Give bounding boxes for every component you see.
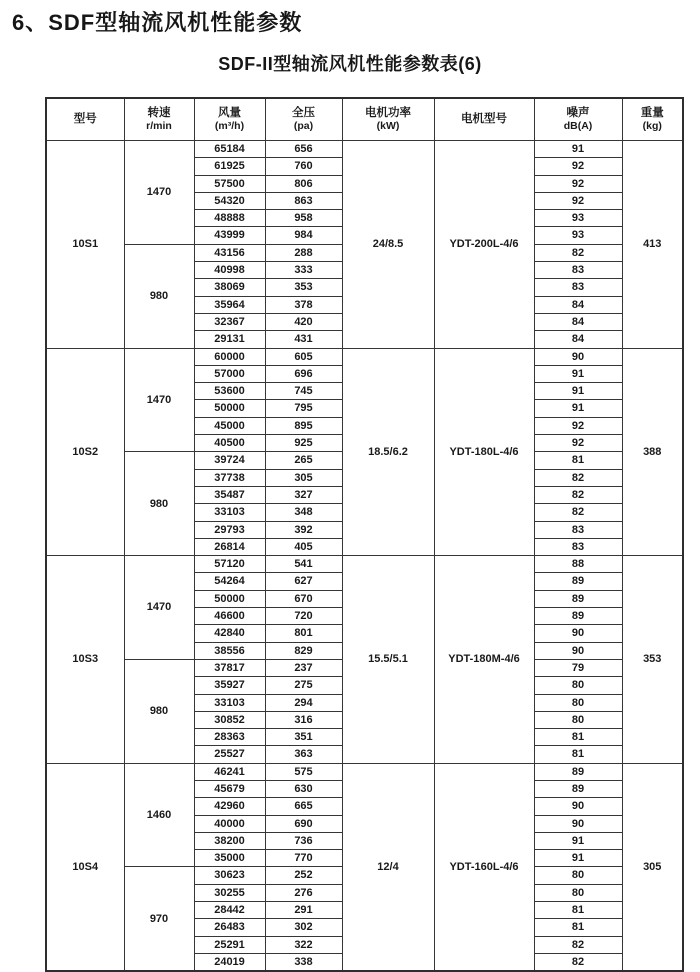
pressure-cell: 806 bbox=[265, 175, 342, 192]
pressure-cell: 291 bbox=[265, 902, 342, 919]
header-row bbox=[46, 98, 683, 141]
header-pressure bbox=[265, 98, 342, 141]
flow-cell: 30255 bbox=[194, 884, 265, 901]
noise-cell: 92 bbox=[534, 192, 622, 209]
pressure-cell: 351 bbox=[265, 729, 342, 746]
pressure-cell: 656 bbox=[265, 141, 342, 158]
power-cell: 18.5/6.2 bbox=[342, 348, 434, 556]
noise-cell: 83 bbox=[534, 262, 622, 279]
header-noise-line2: dB(A) bbox=[563, 120, 593, 133]
flow-cell: 30623 bbox=[194, 867, 265, 884]
flow-cell: 45000 bbox=[194, 417, 265, 434]
flow-cell: 46600 bbox=[194, 608, 265, 625]
pressure-cell: 353 bbox=[265, 279, 342, 296]
noise-cell: 79 bbox=[534, 659, 622, 676]
header-weight-line2: (kg) bbox=[642, 120, 662, 133]
pressure-cell: 690 bbox=[265, 815, 342, 832]
pressure-cell: 322 bbox=[265, 936, 342, 953]
pressure-cell: 958 bbox=[265, 210, 342, 227]
model-cell: 10S3 bbox=[46, 556, 124, 764]
noise-cell: 82 bbox=[534, 953, 622, 971]
pressure-cell: 736 bbox=[265, 832, 342, 849]
model-cell: 10S4 bbox=[46, 763, 124, 971]
power-cell: 12/4 bbox=[342, 763, 434, 971]
pressure-cell: 795 bbox=[265, 400, 342, 417]
weight-cell: 413 bbox=[622, 141, 683, 349]
speed-cell: 970 bbox=[124, 867, 194, 971]
flow-cell: 61925 bbox=[194, 158, 265, 175]
noise-cell: 84 bbox=[534, 331, 622, 348]
noise-cell: 81 bbox=[534, 902, 622, 919]
noise-cell: 93 bbox=[534, 210, 622, 227]
header-speed bbox=[124, 98, 194, 141]
noise-cell: 92 bbox=[534, 417, 622, 434]
noise-cell: 90 bbox=[534, 815, 622, 832]
pressure-cell: 316 bbox=[265, 711, 342, 728]
pressure-cell: 420 bbox=[265, 313, 342, 330]
flow-cell: 30852 bbox=[194, 711, 265, 728]
noise-cell: 91 bbox=[534, 141, 622, 158]
flow-cell: 25291 bbox=[194, 936, 265, 953]
speed-cell: 980 bbox=[124, 244, 194, 348]
pressure-cell: 363 bbox=[265, 746, 342, 763]
pressure-cell: 745 bbox=[265, 383, 342, 400]
pressure-cell: 288 bbox=[265, 244, 342, 261]
header-power-line2: (kW) bbox=[376, 120, 400, 133]
table-row bbox=[46, 348, 683, 365]
noise-cell: 88 bbox=[534, 556, 622, 573]
flow-cell: 38556 bbox=[194, 642, 265, 659]
pressure-cell: 392 bbox=[265, 521, 342, 538]
pressure-cell: 627 bbox=[265, 573, 342, 590]
pressure-cell: 237 bbox=[265, 659, 342, 676]
flow-cell: 37817 bbox=[194, 659, 265, 676]
weight-cell: 353 bbox=[622, 556, 683, 764]
noise-cell: 90 bbox=[534, 798, 622, 815]
flow-cell: 57120 bbox=[194, 556, 265, 573]
noise-cell: 91 bbox=[534, 383, 622, 400]
power-cell: 15.5/5.1 bbox=[342, 556, 434, 764]
noise-cell: 80 bbox=[534, 694, 622, 711]
flow-cell: 35000 bbox=[194, 850, 265, 867]
table-header-row bbox=[46, 98, 683, 141]
noise-cell: 89 bbox=[534, 780, 622, 797]
noise-cell: 92 bbox=[534, 158, 622, 175]
pressure-cell: 265 bbox=[265, 452, 342, 469]
flow-cell: 38069 bbox=[194, 279, 265, 296]
flow-cell: 40998 bbox=[194, 262, 265, 279]
power-cell: 24/8.5 bbox=[342, 141, 434, 349]
pressure-cell: 605 bbox=[265, 348, 342, 365]
flow-cell: 28442 bbox=[194, 902, 265, 919]
flow-cell: 29793 bbox=[194, 521, 265, 538]
pressure-cell: 348 bbox=[265, 504, 342, 521]
speed-cell: 980 bbox=[124, 659, 194, 763]
pressure-cell: 275 bbox=[265, 677, 342, 694]
pressure-cell: 829 bbox=[265, 642, 342, 659]
weight-cell: 388 bbox=[622, 348, 683, 556]
flow-cell: 39724 bbox=[194, 452, 265, 469]
flow-cell: 45679 bbox=[194, 780, 265, 797]
noise-cell: 83 bbox=[534, 538, 622, 555]
noise-cell: 80 bbox=[534, 867, 622, 884]
header-motor bbox=[434, 98, 534, 141]
pressure-cell: 720 bbox=[265, 608, 342, 625]
noise-cell: 82 bbox=[534, 469, 622, 486]
pressure-cell: 665 bbox=[265, 798, 342, 815]
flow-cell: 26814 bbox=[194, 538, 265, 555]
noise-cell: 84 bbox=[534, 296, 622, 313]
noise-cell: 84 bbox=[534, 313, 622, 330]
noise-cell: 90 bbox=[534, 642, 622, 659]
table-row bbox=[46, 763, 683, 780]
pressure-cell: 302 bbox=[265, 919, 342, 936]
flow-cell: 48888 bbox=[194, 210, 265, 227]
speed-cell: 1460 bbox=[124, 763, 194, 867]
flow-cell: 38200 bbox=[194, 832, 265, 849]
pressure-cell: 575 bbox=[265, 763, 342, 780]
pressure-cell: 252 bbox=[265, 867, 342, 884]
pressure-cell: 760 bbox=[265, 158, 342, 175]
noise-cell: 80 bbox=[534, 677, 622, 694]
header-power-line1: 电机功率 bbox=[365, 106, 411, 119]
header-weight-line1: 重量 bbox=[640, 106, 664, 119]
noise-cell: 92 bbox=[534, 435, 622, 452]
flow-cell: 35964 bbox=[194, 296, 265, 313]
flow-cell: 42960 bbox=[194, 798, 265, 815]
noise-cell: 82 bbox=[534, 936, 622, 953]
flow-cell: 43999 bbox=[194, 227, 265, 244]
pressure-cell: 276 bbox=[265, 884, 342, 901]
flow-cell: 35487 bbox=[194, 486, 265, 503]
pressure-cell: 863 bbox=[265, 192, 342, 209]
flow-cell: 37738 bbox=[194, 469, 265, 486]
flow-cell: 33103 bbox=[194, 694, 265, 711]
noise-cell: 81 bbox=[534, 746, 622, 763]
header-flow-line2: (m³/h) bbox=[214, 120, 245, 133]
noise-cell: 81 bbox=[534, 452, 622, 469]
header-pressure-line2: (pa) bbox=[293, 120, 314, 133]
flow-cell: 53600 bbox=[194, 383, 265, 400]
pressure-cell: 541 bbox=[265, 556, 342, 573]
pressure-cell: 696 bbox=[265, 365, 342, 382]
noise-cell: 82 bbox=[534, 504, 622, 521]
speed-cell: 1470 bbox=[124, 348, 194, 452]
noise-cell: 89 bbox=[534, 590, 622, 607]
motor-cell: YDT-180M-4/6 bbox=[434, 556, 534, 764]
noise-cell: 80 bbox=[534, 711, 622, 728]
pressure-cell: 333 bbox=[265, 262, 342, 279]
flow-cell: 40000 bbox=[194, 815, 265, 832]
noise-cell: 81 bbox=[534, 919, 622, 936]
table-row bbox=[46, 556, 683, 573]
flow-cell: 28363 bbox=[194, 729, 265, 746]
model-cell: 10S1 bbox=[46, 141, 124, 349]
pressure-cell: 305 bbox=[265, 469, 342, 486]
flow-cell: 29131 bbox=[194, 331, 265, 348]
header-model-line1: 型号 bbox=[73, 113, 97, 126]
flow-cell: 60000 bbox=[194, 348, 265, 365]
pressure-cell: 431 bbox=[265, 331, 342, 348]
motor-cell: YDT-160L-4/6 bbox=[434, 763, 534, 971]
header-power bbox=[342, 98, 434, 141]
pressure-cell: 338 bbox=[265, 953, 342, 971]
pressure-cell: 405 bbox=[265, 538, 342, 555]
header-model bbox=[46, 98, 124, 141]
pressure-cell: 294 bbox=[265, 694, 342, 711]
speed-cell: 1470 bbox=[124, 141, 194, 245]
header-motor-line1: 电机型号 bbox=[461, 113, 507, 126]
header-flow-line1: 风量 bbox=[218, 106, 241, 119]
noise-cell: 91 bbox=[534, 400, 622, 417]
header-weight bbox=[622, 98, 683, 141]
noise-cell: 92 bbox=[534, 175, 622, 192]
noise-cell: 81 bbox=[534, 729, 622, 746]
table-title: SDF-II型轴流风机性能参数表(6) bbox=[218, 54, 482, 74]
flow-cell: 42840 bbox=[194, 625, 265, 642]
flow-cell: 43156 bbox=[194, 244, 265, 261]
noise-cell: 89 bbox=[534, 608, 622, 625]
flow-cell: 35927 bbox=[194, 677, 265, 694]
noise-cell: 91 bbox=[534, 365, 622, 382]
pressure-cell: 801 bbox=[265, 625, 342, 642]
weight-cell: 305 bbox=[622, 763, 683, 971]
flow-cell: 50000 bbox=[194, 400, 265, 417]
noise-cell: 90 bbox=[534, 348, 622, 365]
flow-cell: 54264 bbox=[194, 573, 265, 590]
noise-cell: 80 bbox=[534, 884, 622, 901]
fan-performance-table bbox=[45, 97, 684, 972]
noise-cell: 82 bbox=[534, 244, 622, 261]
flow-cell: 25527 bbox=[194, 746, 265, 763]
flow-cell: 32367 bbox=[194, 313, 265, 330]
flow-cell: 57500 bbox=[194, 175, 265, 192]
speed-cell: 1470 bbox=[124, 556, 194, 660]
noise-cell: 90 bbox=[534, 625, 622, 642]
header-speed-line2: r/min bbox=[146, 120, 172, 133]
speed-cell: 980 bbox=[124, 452, 194, 556]
model-cell: 10S2 bbox=[46, 348, 124, 556]
pressure-cell: 630 bbox=[265, 780, 342, 797]
header-flow bbox=[194, 98, 265, 141]
header-noise bbox=[534, 98, 622, 141]
motor-cell: YDT-200L-4/6 bbox=[434, 141, 534, 349]
pressure-cell: 984 bbox=[265, 227, 342, 244]
noise-cell: 83 bbox=[534, 279, 622, 296]
page-title: 6、SDF型轴流风机性能参数 bbox=[12, 10, 303, 35]
flow-cell: 46241 bbox=[194, 763, 265, 780]
header-noise-line1: 噪声 bbox=[566, 106, 590, 119]
flow-cell: 24019 bbox=[194, 953, 265, 971]
noise-cell: 91 bbox=[534, 850, 622, 867]
pressure-cell: 895 bbox=[265, 417, 342, 434]
pressure-cell: 670 bbox=[265, 590, 342, 607]
header-speed-line1: 转速 bbox=[147, 106, 171, 119]
table-body bbox=[46, 141, 683, 972]
flow-cell: 33103 bbox=[194, 504, 265, 521]
pressure-cell: 770 bbox=[265, 850, 342, 867]
table-row bbox=[46, 141, 683, 158]
flow-cell: 65184 bbox=[194, 141, 265, 158]
noise-cell: 93 bbox=[534, 227, 622, 244]
flow-cell: 57000 bbox=[194, 365, 265, 382]
motor-cell: YDT-180L-4/6 bbox=[434, 348, 534, 556]
flow-cell: 40500 bbox=[194, 435, 265, 452]
flow-cell: 26483 bbox=[194, 919, 265, 936]
pressure-cell: 327 bbox=[265, 486, 342, 503]
noise-cell: 91 bbox=[534, 832, 622, 849]
noise-cell: 89 bbox=[534, 573, 622, 590]
pressure-cell: 378 bbox=[265, 296, 342, 313]
flow-cell: 54320 bbox=[194, 192, 265, 209]
header-pressure-line1: 全压 bbox=[292, 106, 315, 119]
pressure-cell: 925 bbox=[265, 435, 342, 452]
noise-cell: 83 bbox=[534, 521, 622, 538]
noise-cell: 89 bbox=[534, 763, 622, 780]
noise-cell: 82 bbox=[534, 486, 622, 503]
flow-cell: 50000 bbox=[194, 590, 265, 607]
